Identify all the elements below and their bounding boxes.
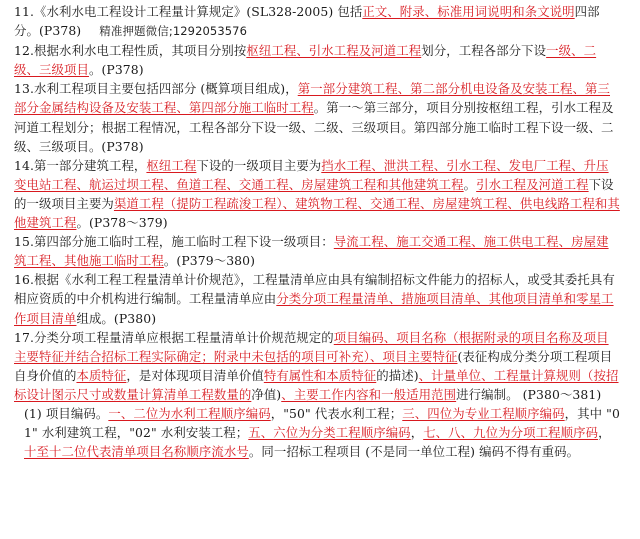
highlighted-text: 、主要工作内容和一般适用范围	[281, 386, 457, 402]
highlighted-text: 本质特征	[76, 367, 127, 383]
highlighted-text: 挡水工程、泄洪工程、引水工程、发电厂工程、升压变电站工程、航运过坝工程、鱼道工程、交通工程、房屋建筑工程和其他建筑工程	[14, 157, 609, 192]
body-text: 。同一招标工程项目 (不是同一单位工程) 编码不得有重码。	[248, 444, 580, 460]
highlighted-text: 项目编码、项目名称（根据附录的项目名称及项目主要特征并结合招标工程实际确定；附录中未包括的项目可补充）、项目主要特征	[14, 329, 609, 364]
highlighted-text: 五、六位为分类工程顺序编码	[248, 425, 411, 441]
body-text: 下设的一级项目主要为	[14, 176, 614, 211]
body-text: 进行编制。 (P380～381)	[456, 386, 602, 402]
highlighted-text: 正文、附录、标准用词说明和条文说明	[362, 4, 575, 19]
highlighted-text: 特有属性和本质特征	[263, 367, 377, 383]
body-text: ，其中 "01" 水利建筑工程，"02" 水利安装工程；	[24, 405, 620, 441]
body-text: 的描述)	[376, 367, 419, 383]
body-text: 划分，工程各部分下设	[421, 43, 547, 59]
highlighted-text: 、计量单位、工程量计算规则（按招标设计图示尺寸或数量计算清单工程数量的	[14, 367, 619, 402]
paragraph-4	[14, 156, 620, 232]
highlighted-text: 枢纽工程	[146, 157, 197, 173]
highlighted-text: 第一部分建筑工程、第二部分机电设备及安装工程、第三部分金属结构设备及安装工程、第四部分施工临时工程	[14, 81, 610, 116]
body-text: 16.根据《水利工程工程量清单计价规范》，工程量清单应由具有编制招标文件能力的招标人，或受其委托具有相应资质的中介机构进行编制。工程量清单应由	[14, 272, 615, 307]
body-text: 12.根据水利水电工程性质，其项目分别按	[14, 43, 247, 59]
paragraph-6	[14, 270, 620, 327]
contact-note: 精准押题微信;1292053576	[99, 24, 247, 39]
highlighted-text: 枢纽工程、引水工程及河道工程	[246, 43, 422, 59]
body-text: ，	[598, 425, 611, 441]
highlighted-text: 分类分项工程量清单、措施项目清单、其他项目清单和零星工作项目清单	[14, 291, 614, 326]
body-text: ，"50" 代表水利工程；	[270, 405, 403, 421]
body-text: 。(P378～379)	[76, 215, 168, 231]
highlighted-text: 导流工程、施工交通工程、施工供电工程、房屋建筑工程、其他施工临时工程	[14, 234, 609, 269]
paragraph-2	[14, 41, 620, 79]
highlighted-text: 渠道工程（提防工程疏浚工程）、建筑物工程、交通工程、房屋建筑工程、供电线路工程和其他建筑工程	[14, 195, 620, 231]
body-text: 17.分类分项工程量清单应根据工程量清单计价规范规定的	[14, 329, 334, 345]
highlighted-text: 一、二位为水利工程顺序编码	[108, 405, 271, 421]
highlighted-text: 三、四位为专业工程顺序编码	[402, 405, 565, 421]
body-text: 15.第四部分施工临时工程，施工临时工程下设一级项目：	[14, 234, 334, 250]
paragraph-8	[14, 404, 620, 461]
paragraph-5	[14, 232, 620, 270]
body-text: 14.第一部分建筑工程，	[14, 157, 147, 173]
body-text: 。	[463, 176, 477, 192]
body-text: 。第一～第三部分，项目分别按枢纽工程，引水工程及河道工程划分；根据工程情况，工程各部分下设一级、二级、三级项目。第四部分施工临时工程下设一级、二级、三级项目。(P378)	[14, 100, 614, 154]
paragraph-1	[14, 2, 620, 41]
body-text: 。(P378)	[88, 62, 144, 78]
body-text: 。(P379～380)	[163, 253, 256, 269]
body-text: 下设的一级项目主要为	[196, 157, 322, 173]
body-text: 11.《水利水电工程设计工程量计算规定》(SL328-2005) 包括	[14, 4, 363, 19]
highlighted-text: 引水工程及河道工程	[476, 176, 589, 192]
highlighted-text: 七、八、九位为分项工程顺序码	[423, 425, 599, 441]
body-text: 净值)	[251, 386, 282, 402]
body-text: 13.水利工程项目主要包括四部分 (概算项目组成)，	[14, 81, 298, 97]
paragraph-3	[14, 79, 620, 155]
body-text: (1) 项目编码。	[24, 405, 109, 421]
highlighted-text: 十至十二位代表清单项目名称顺序流水号	[24, 444, 249, 460]
body-text: 四部分。(P378)	[14, 4, 600, 39]
body-text: ，	[410, 425, 424, 441]
body-text: ，是对体现项目清单价值	[126, 367, 264, 383]
body-text: 组成。(P380)	[76, 310, 157, 326]
highlighted-text: 一级、二级、三级项目	[14, 43, 597, 78]
body-text: (表征构成分类分项工程项目自身价值的	[14, 348, 613, 383]
paragraph-7	[14, 328, 620, 404]
